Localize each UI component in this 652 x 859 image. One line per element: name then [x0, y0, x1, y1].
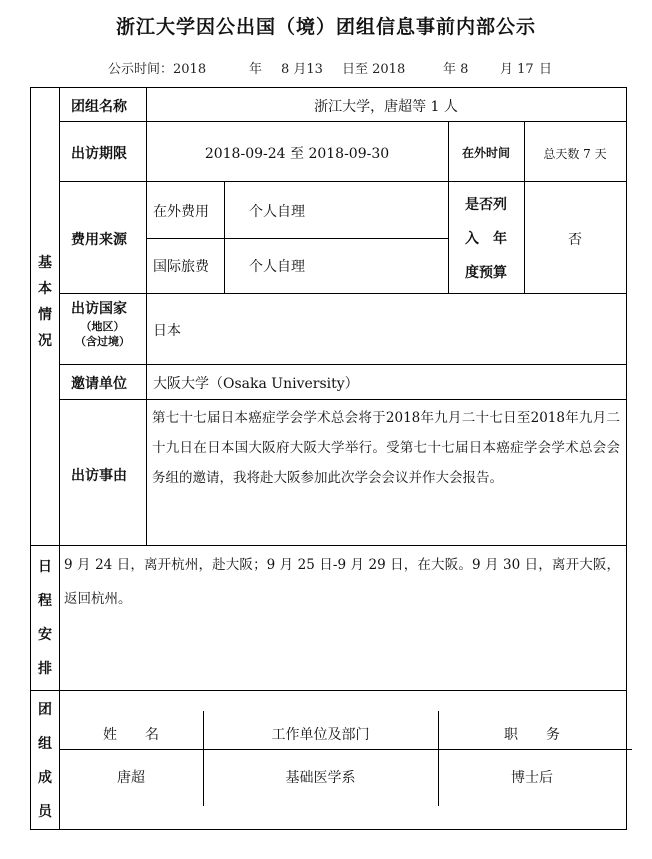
abroad-time-value: 总天数 7 天 — [543, 147, 607, 161]
group-name-value: 浙江大学，唐超等 1 人 — [314, 99, 458, 115]
period-label: 出访期限 — [71, 146, 127, 162]
publish-day-unit: 日 — [539, 62, 553, 77]
members-section-label: 团 组 成 员 — [38, 702, 52, 820]
intl-travel-label: 国际旅费 — [153, 259, 209, 275]
member-header-title: 职 务 — [504, 727, 560, 743]
intl-travel-value: 个人自理 — [249, 259, 305, 275]
period-value: 2018-09-24 至 2018-09-30 — [204, 146, 390, 162]
inviter-value: 大阪大学（Osaka University） — [153, 376, 359, 392]
publish-end-month: 月 17 — [500, 62, 534, 77]
budget-label: 是否列 入 年 度预算 — [465, 197, 507, 281]
country-value: 日本 — [153, 323, 181, 339]
country-label: 出访国家 — [71, 301, 127, 317]
publish-day-to: 日至 2018 — [342, 62, 406, 77]
abroad-cost-label: 在外费用 — [153, 204, 209, 220]
country-sub-region: （地区） — [80, 320, 125, 333]
basic-section-label: 基 本 情 况 — [38, 255, 52, 349]
group-name-label: 团组名称 — [71, 99, 127, 115]
fund-source-label: 费用来源 — [71, 232, 127, 248]
page-title: 浙江大学因公出国（境）团组信息事前内部公示 — [115, 16, 536, 38]
country-sub-transit: （含过境） — [75, 335, 130, 348]
schedule-section-label: 日 程 安 排 — [38, 559, 52, 677]
abroad-time-label: 在外时间 — [461, 146, 510, 160]
member-name: 唐超 — [117, 770, 145, 786]
reason-text: 第七十七届日本癌症学会学术总会将于2018年九月二十七日至2018年九月二十九日在日本国大阪府大阪大学举行。受第七十七届日本癌症学会学术总会会务组的邀请，我将赴大阪参加此次学会会议并作大会报告。 — [152, 410, 620, 486]
member-unit: 基础医学系 — [285, 770, 356, 786]
member-header-name: 姓 名 — [103, 727, 159, 743]
publish-label: 公示时间：2018 — [108, 62, 207, 77]
member-title: 博士后 — [511, 770, 553, 786]
budget-value: 否 — [568, 232, 582, 248]
abroad-cost-value: 个人自理 — [249, 204, 305, 220]
publish-start-month: 8 月13 — [281, 62, 323, 77]
inviter-label: 邀请单位 — [71, 376, 127, 392]
publish-year-unit: 年 — [249, 62, 263, 77]
publish-year-unit-2: 年 8 — [443, 62, 469, 77]
member-header-unit: 工作单位及部门 — [271, 727, 370, 743]
reason-label: 出访事由 — [71, 468, 127, 484]
schedule-text: 9 月 24 日，离开杭州，赴大阪；9 月 25 日-9 月 29 日，在大阪。9 月 30 日，离开大阪，返回杭州。 — [64, 557, 620, 607]
